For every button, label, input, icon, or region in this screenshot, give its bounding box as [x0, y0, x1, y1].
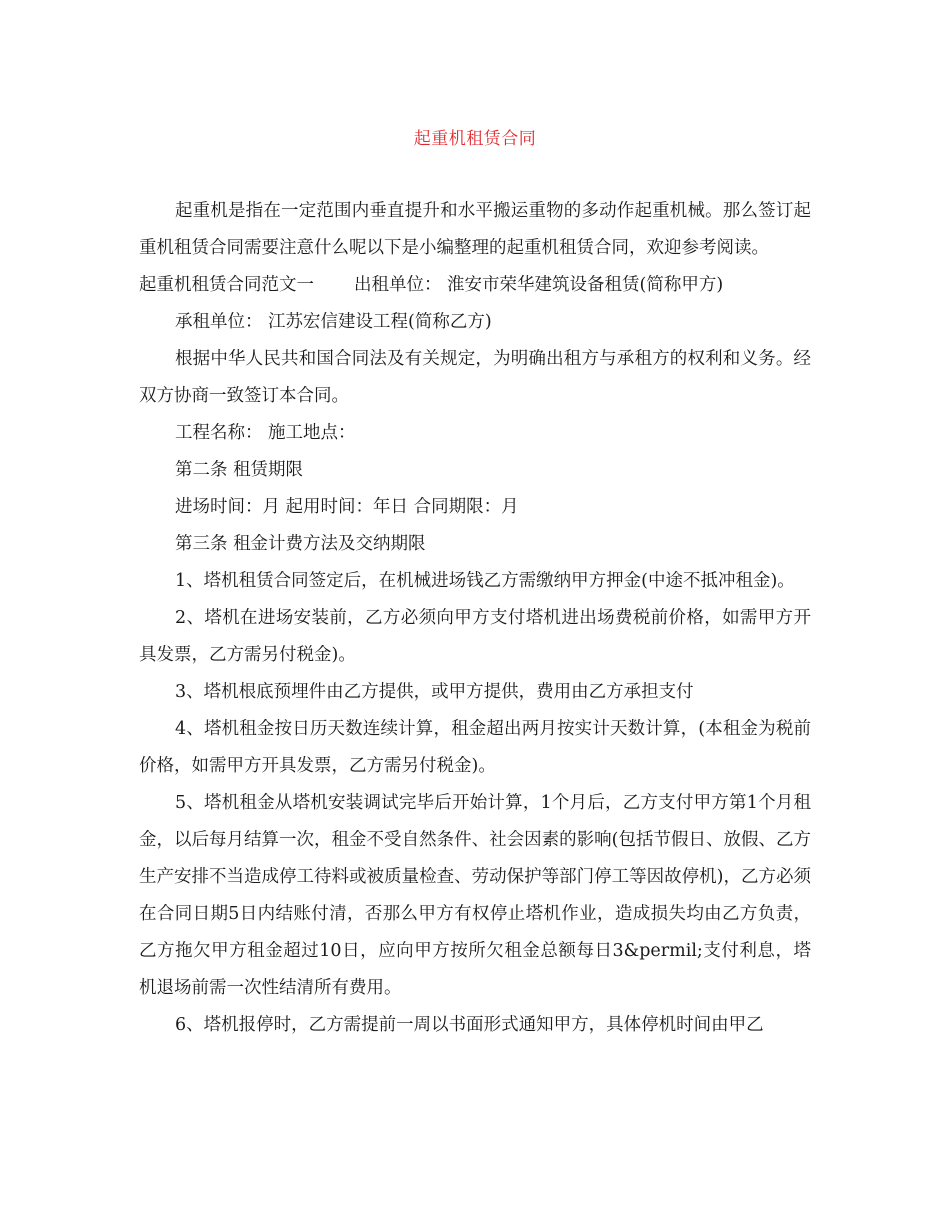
clause-5: 5、塔机租金从塔机安装调试完毕后开始计算，1个月后，乙方支付甲方第1个月租金，以后每月结算一次，租金不受自然条件、社会因素的影响(包括节假日、放假、乙方生产安排不当造成停工待料或被质量检查、劳动保护等部门停工等因故停机)，乙方必须在合同日期5日内结账付清，否那么甲方有权停止塔机作业，造成损失均由乙方负责，乙方拖欠甲方租金超过10日，应向甲方按所欠租金总额每日3&permil;支付利息，塔机退场前需一次性结清所有费用。: [139, 793, 811, 998]
intro-paragraph: 起重机是指在一定范围内垂直提升和水平搬运重物的多动作起重机械。那么签订起重机租赁合同需要注意什么呢以下是小编整理的起重机租赁合同，欢迎参考阅读。: [139, 201, 811, 258]
document-title: 起重机租赁合同: [413, 129, 537, 149]
project-line: 工程名称： 施工地点：: [175, 423, 356, 443]
lessor-line: 出租单位： 淮安市荣华建筑设备租赁(简称甲方): [354, 275, 724, 295]
basis-paragraph: 根据中华人民共和国合同法及有关规定，为明确出租方与承租方的权利和义务。经双方协商一致签订本合同。: [139, 349, 811, 406]
clause-3: 3、塔机根底预埋件由乙方提供，或甲方提供，费用由乙方承担支付: [175, 682, 694, 702]
clause-6: 6、塔机报停时，乙方需提前一周以书面形式通知甲方，具体停机时间由甲乙: [175, 1015, 764, 1035]
article-3-title: 第三条 租金计费方法及交纳期限: [175, 534, 426, 554]
lessee-line: 承租单位： 江苏宏信建设工程(简称乙方): [175, 312, 492, 332]
article-2-title: 第二条 租赁期限: [175, 460, 304, 480]
sample-heading: 起重机租赁合同范文一: [139, 275, 314, 295]
document-body: [139, 193, 811, 1044]
sample-line: [139, 267, 811, 304]
clause-2: 2、塔机在进场安装前，乙方必须向甲方支付塔机进出场费税前价格，如需甲方开具发票，乙方需另付税金)。: [139, 608, 811, 665]
clause-1: 1、塔机租赁合同签定后，在机械进场钱乙方需缴纳甲方押金(中途不抵冲租金)。: [175, 571, 795, 591]
clause-4: 4、塔机租金按日历天数连续计算，租金超出两月按实计天数计算，(本租金为税前价格，如需甲方开具发票，乙方需另付税金)。: [139, 719, 811, 776]
article-2-body: 进场时间：月 起用时间：年日 合同期限：月: [175, 497, 519, 517]
